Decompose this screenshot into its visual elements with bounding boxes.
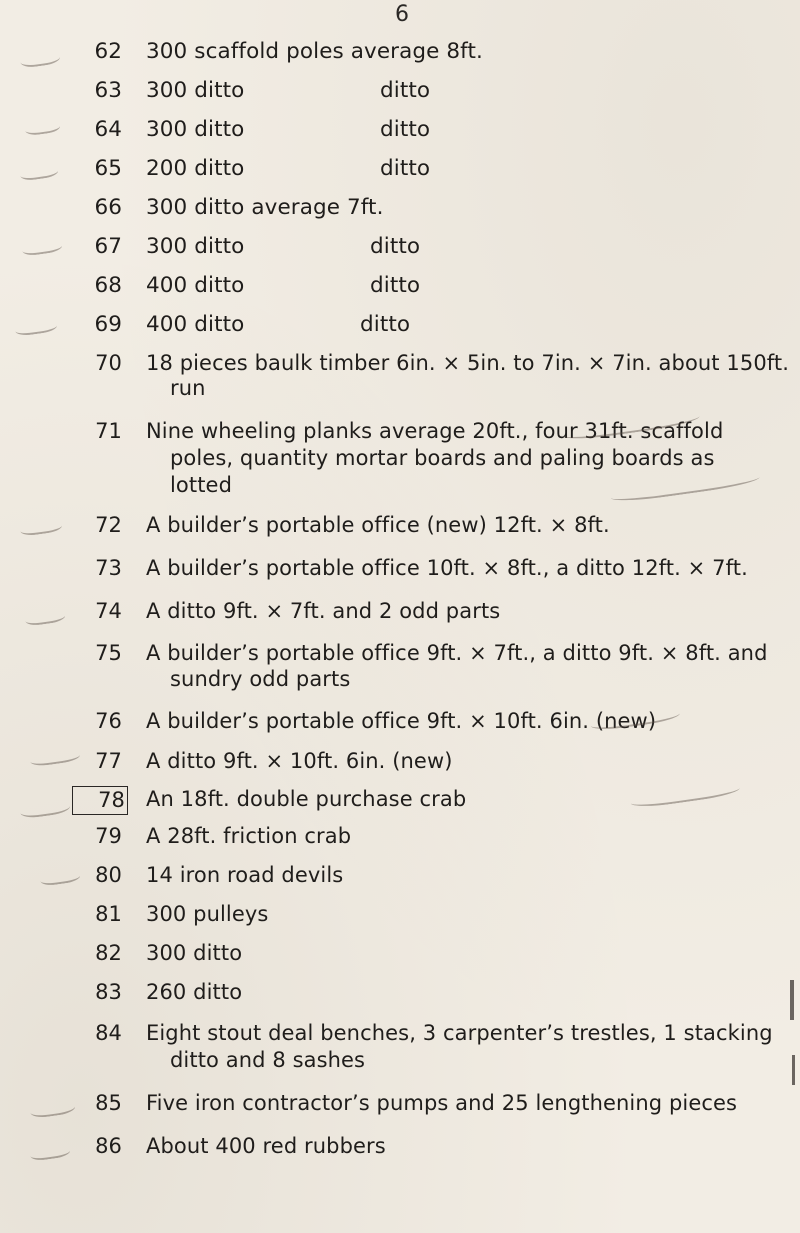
lot-number: 71	[95, 419, 122, 443]
lot-description: A builder’s portable office 9ft. × 7ft., a ditto 9ft. × 8ft. and	[146, 641, 768, 665]
pencil-mark	[19, 162, 59, 181]
lot-description: 14 iron road devils	[146, 863, 344, 887]
lot-number: 74	[95, 599, 122, 623]
lot-description: A builder’s portable office 10ft. × 8ft., a ditto 12ft. × 7ft.	[146, 556, 748, 580]
lot-description-continued: sundry odd parts	[170, 667, 351, 691]
lot-description: 400 ditto	[146, 273, 245, 298]
lot-number: 80	[95, 863, 122, 887]
pencil-mark	[610, 468, 761, 505]
page-number: 6	[395, 2, 409, 27]
lot-description: 18 pieces baulk timber 6in. × 5in. to 7in. × 7in. about 150ft.	[146, 351, 790, 375]
pencil-mark	[19, 797, 71, 820]
lot-description: A ditto 9ft. × 7ft. and 2 odd parts	[146, 599, 501, 623]
lot-description: 300 ditto average 7ft.	[146, 195, 384, 220]
lot-number: 72	[95, 513, 122, 537]
pencil-mark	[29, 1142, 71, 1161]
lot-ditto: ditto	[370, 234, 421, 259]
pencil-mark	[29, 1097, 76, 1119]
lot-description: A builder’s portable office (new) 12ft. × 8ft.	[146, 513, 610, 537]
lot-number: 79	[95, 824, 122, 848]
lot-description: A ditto 9ft. × 10ft. 6in. (new)	[146, 749, 453, 773]
lot-description: 300 ditto	[146, 234, 245, 259]
lot-number: 65	[94, 156, 122, 181]
lot-description-continued: run	[170, 376, 206, 400]
lot-description: 300 ditto	[146, 941, 243, 965]
lot-number: 82	[95, 941, 122, 965]
lot-description: Eight stout deal benches, 3 carpenter’s trestles, 1 stacking	[146, 1021, 773, 1045]
lot-number: 86	[95, 1134, 122, 1158]
lot-ditto: ditto	[380, 156, 431, 181]
lot-number: 66	[94, 195, 122, 220]
lot-description-continued: ditto and 8 sashes	[170, 1048, 366, 1072]
pencil-mark	[629, 778, 740, 809]
lot-description: 300 ditto	[146, 78, 245, 103]
lot-number: 84	[95, 1021, 122, 1045]
lot-number: 68	[94, 273, 122, 298]
lot-description: 260 ditto	[146, 980, 243, 1004]
lot-description: A builder’s portable office 9ft. × 10ft. 6in. (new)	[146, 709, 657, 733]
edge-mark	[792, 1055, 795, 1085]
lot-number: 85	[95, 1091, 122, 1115]
lot-number: 69	[94, 312, 122, 337]
lot-description: 300 ditto	[146, 117, 245, 142]
pencil-mark	[21, 237, 63, 256]
edge-mark	[790, 980, 794, 1020]
lot-number: 62	[94, 39, 122, 64]
lot-number: 75	[95, 641, 122, 665]
pencil-mark	[24, 607, 66, 626]
lot-description: A 28ft. friction crab	[146, 824, 352, 848]
lot-description: About 400 red rubbers	[146, 1134, 386, 1158]
lot-number: 76	[95, 709, 122, 733]
lot-number: 81	[95, 902, 122, 926]
lot-description: Nine wheeling planks average 20ft., four 31ft. scaffold	[146, 419, 724, 443]
lot-number: 77	[95, 749, 122, 773]
lot-number: 63	[94, 78, 122, 103]
lot-number: 73	[95, 556, 122, 580]
pencil-mark	[19, 517, 63, 537]
lot-description: Five iron contractor’s pumps and 25 lengthening pieces	[146, 1091, 738, 1115]
pencil-mark	[24, 118, 61, 137]
lot-ditto: ditto	[380, 78, 431, 103]
lot-description-continued-2: lotted	[170, 473, 233, 497]
lot-description-continued: poles, quantity mortar boards and paling boards as	[170, 446, 715, 470]
lot-ditto: ditto	[370, 273, 421, 298]
lot-number: 78	[72, 786, 128, 815]
lot-description: 300 pulleys	[146, 902, 269, 926]
pencil-mark	[14, 317, 58, 337]
lot-number: 83	[95, 980, 122, 1004]
lot-ditto: ditto	[380, 117, 431, 142]
lot-description: 200 ditto	[146, 156, 245, 181]
lot-number: 67	[94, 234, 122, 259]
lot-description: 400 ditto	[146, 312, 245, 337]
lot-ditto: ditto	[360, 312, 411, 337]
lot-number: 70	[95, 351, 122, 375]
pencil-mark	[19, 47, 61, 68]
lot-description: An 18ft. double purchase crab	[146, 787, 467, 811]
lot-number: 64	[94, 117, 122, 142]
lot-description: 300 scaffold poles average 8ft.	[146, 39, 483, 64]
